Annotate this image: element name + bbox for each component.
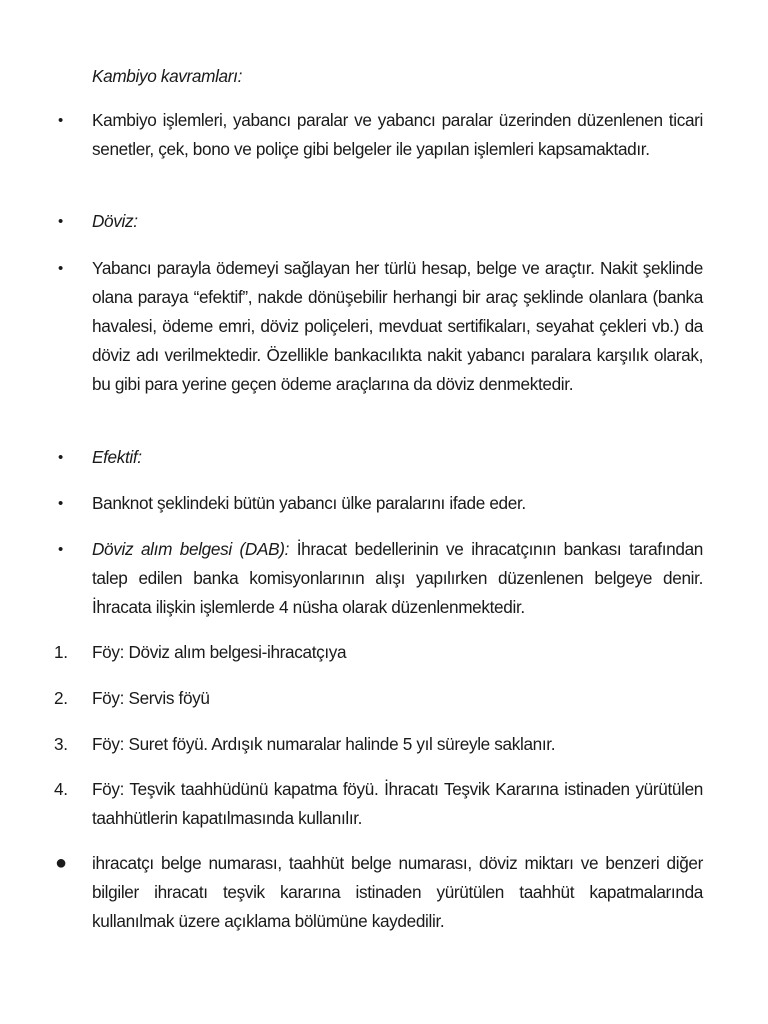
bullet-icon: • xyxy=(58,112,63,129)
paragraph-final: ihracatçı belge numarası, taahhüt belge numarası, döviz miktarı ve benzeri diğer bilgiler ihracatı teşvik kararına istinaden yürütülen taahhüt kapatmalarında kullanılmak üzere açıklama bölümüne kaydedilir. xyxy=(92,853,703,931)
numbered-item-text: Föy: Teşvik taahhüdünü kapatma föyü. İhracatı Teşvik Kararına istinaden yürütülen taahhütlerin kapatılmasında kullanılır. xyxy=(92,779,703,828)
term-efektif: Efektif: xyxy=(92,447,142,467)
numbered-item-text: Föy: Suret föyü. Ardışık numaralar halinde 5 yıl süreyle saklanır. xyxy=(92,734,556,754)
bullet-icon: • xyxy=(58,495,63,512)
paragraph-doviz: Yabancı parayla ödemeyi sağlayan her türlü hesap, belge ve araçtır. Nakit şeklinde olana paraya “efektif”, nakde dönüşebilir herhangi bir araç şeklinde olanlara (banka havalesi, ödeme emri, döviz poliçeleri, mevduat sertifikaları, seyahat çekleri vb.) da döviz adı verilmektedir. Özellikle bankacılıkta nakit yabancı paralara karşılık olarak, bu gibi para yerine geçen ödeme araçlarına da döviz denmektedir. xyxy=(92,258,703,394)
bullet-icon: ● xyxy=(55,852,67,874)
item-number: 1. xyxy=(54,642,68,662)
bullet-icon: • xyxy=(58,260,63,277)
numbered-item-text: Föy: Servis föyü xyxy=(92,688,210,708)
numbered-item-text: Föy: Döviz alım belgesi-ihracatçıya xyxy=(92,642,347,662)
item-number: 4. xyxy=(54,779,68,799)
paragraph-kambiyo: Kambiyo işlemleri, yabancı paralar ve yabancı paralar üzerinden düzenlenen ticari senetler, çek, bono ve poliçe gibi belgeler ile yapılan işlemleri kapsamaktadır. xyxy=(92,110,703,159)
item-number: 3. xyxy=(54,734,68,754)
term-doviz: Döviz: xyxy=(92,211,138,231)
term-dab: Döviz alım belgesi (DAB): xyxy=(92,539,289,559)
paragraph-dab xyxy=(92,535,703,622)
dab-definition: İhracat bedellerinin ve ihracatçının bankası tarafından talep edilen banka komisyonlarının alışı yapılırken düzenlenen belgeye denir. İhracata ilişkin işlemlerde 4 nüsha olarak düzenlenmektedir. xyxy=(92,539,703,617)
bullet-icon: • xyxy=(58,213,63,230)
bullet-icon: • xyxy=(58,541,63,558)
section-heading: Kambiyo kavramları: xyxy=(92,66,242,86)
paragraph-efektif: Banknot şeklindeki bütün yabancı ülke paralarını ifade eder. xyxy=(92,493,526,513)
item-number: 2. xyxy=(54,688,68,708)
bullet-icon: • xyxy=(58,449,63,466)
